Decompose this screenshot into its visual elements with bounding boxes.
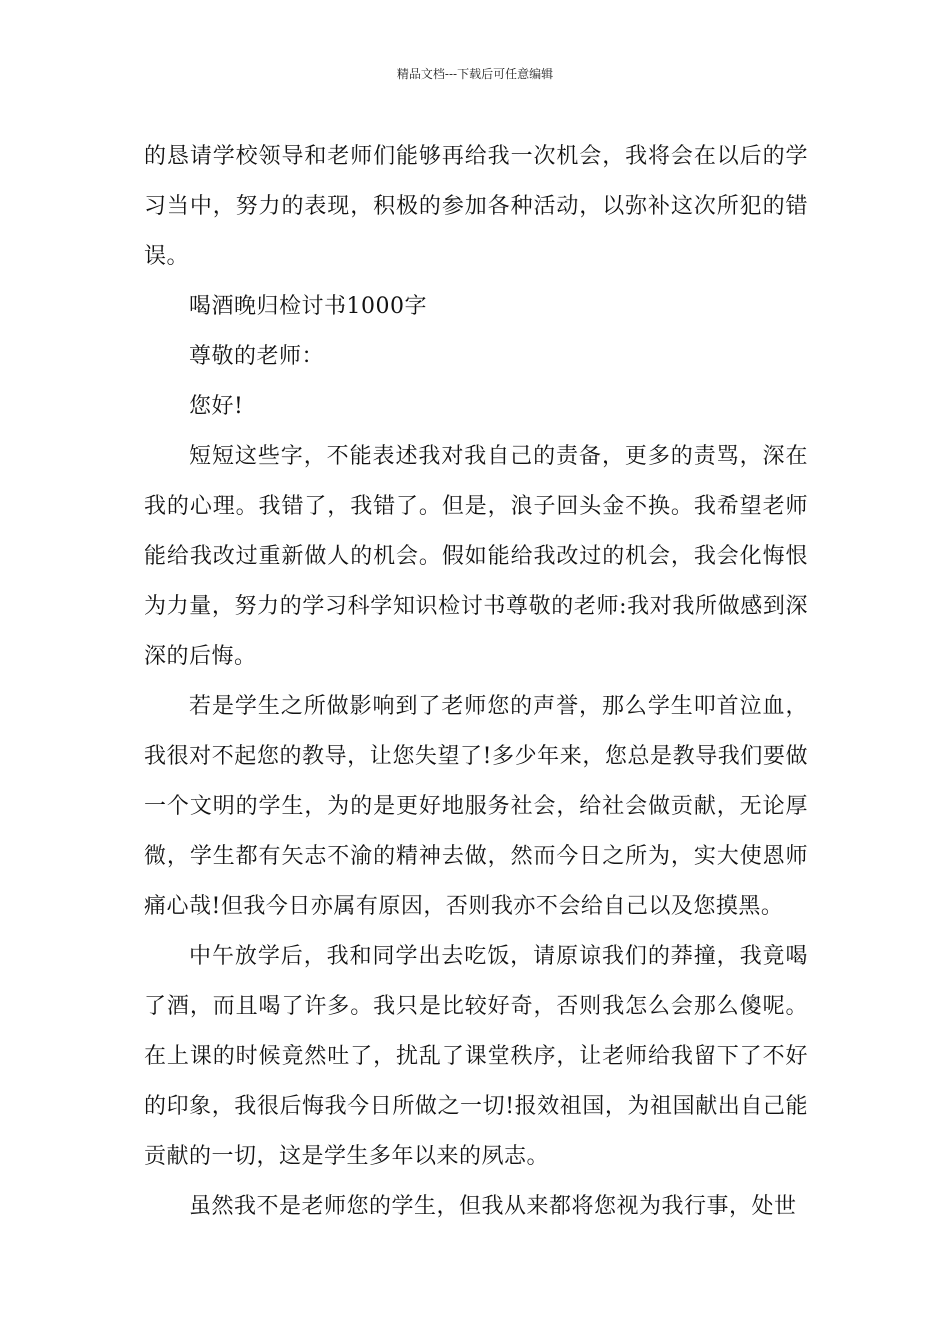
greeting: 您好! [189,394,244,419]
document-body [144,132,808,1232]
salutation: 尊敬的老师： [189,344,325,369]
paragraph: 虽然我不是老师您的学生，但我从来都将您视为我行事，处世 [189,1194,797,1219]
letter-title: 喝酒晚归检讨书1000字 [189,294,427,319]
paragraph: 的恳请学校领导和老师们能够再给我一次机会，我将会在以后的学习当中，努力的表现，积极的参加各种活动，以弥补这次所犯的错误。 [144,144,808,269]
paragraph: 若是学生之所做影响到了老师您的声誉，那么学生叩首泣血，我很对不起您的教导，让您失望了!多少年来，您总是教导我们要做一个文明的学生，为的是更好地服务社会，给社会做贡献，无论厚微，学生都有矢志不渝的精神去做，然而今日之所为，实大使恩师痛心哉!但我今日亦属有原因，否则我亦不会给自己以及您摸黑。 [144,694,808,919]
page-header: 精品文档---下载后可任意编辑 [396,67,554,81]
paragraph: 短短这些字，不能表述我对我自己的责备，更多的责骂，深在我的心理。我错了，我错了。但是，浪子回头金不换。我希望老师能给我改过重新做人的机会。假如能给我改过的机会，我会化悔恨为力量，努力的学习科学知识检讨书尊敬的老师:我对我所做感到深深的后悔。 [144,444,808,669]
paragraph: 中午放学后，我和同学出去吃饭，请原谅我们的莽撞，我竟喝了酒，而且喝了许多。我只是比较好奇，否则我怎么会那么傻呢。在上课的时候竟然吐了，扰乱了课堂秩序，让老师给我留下了不好的印象，我很后悔我今日所做之一切!报效祖国，为祖国献出自己能贡献的一切，这是学生多年以来的夙志。 [144,944,808,1169]
